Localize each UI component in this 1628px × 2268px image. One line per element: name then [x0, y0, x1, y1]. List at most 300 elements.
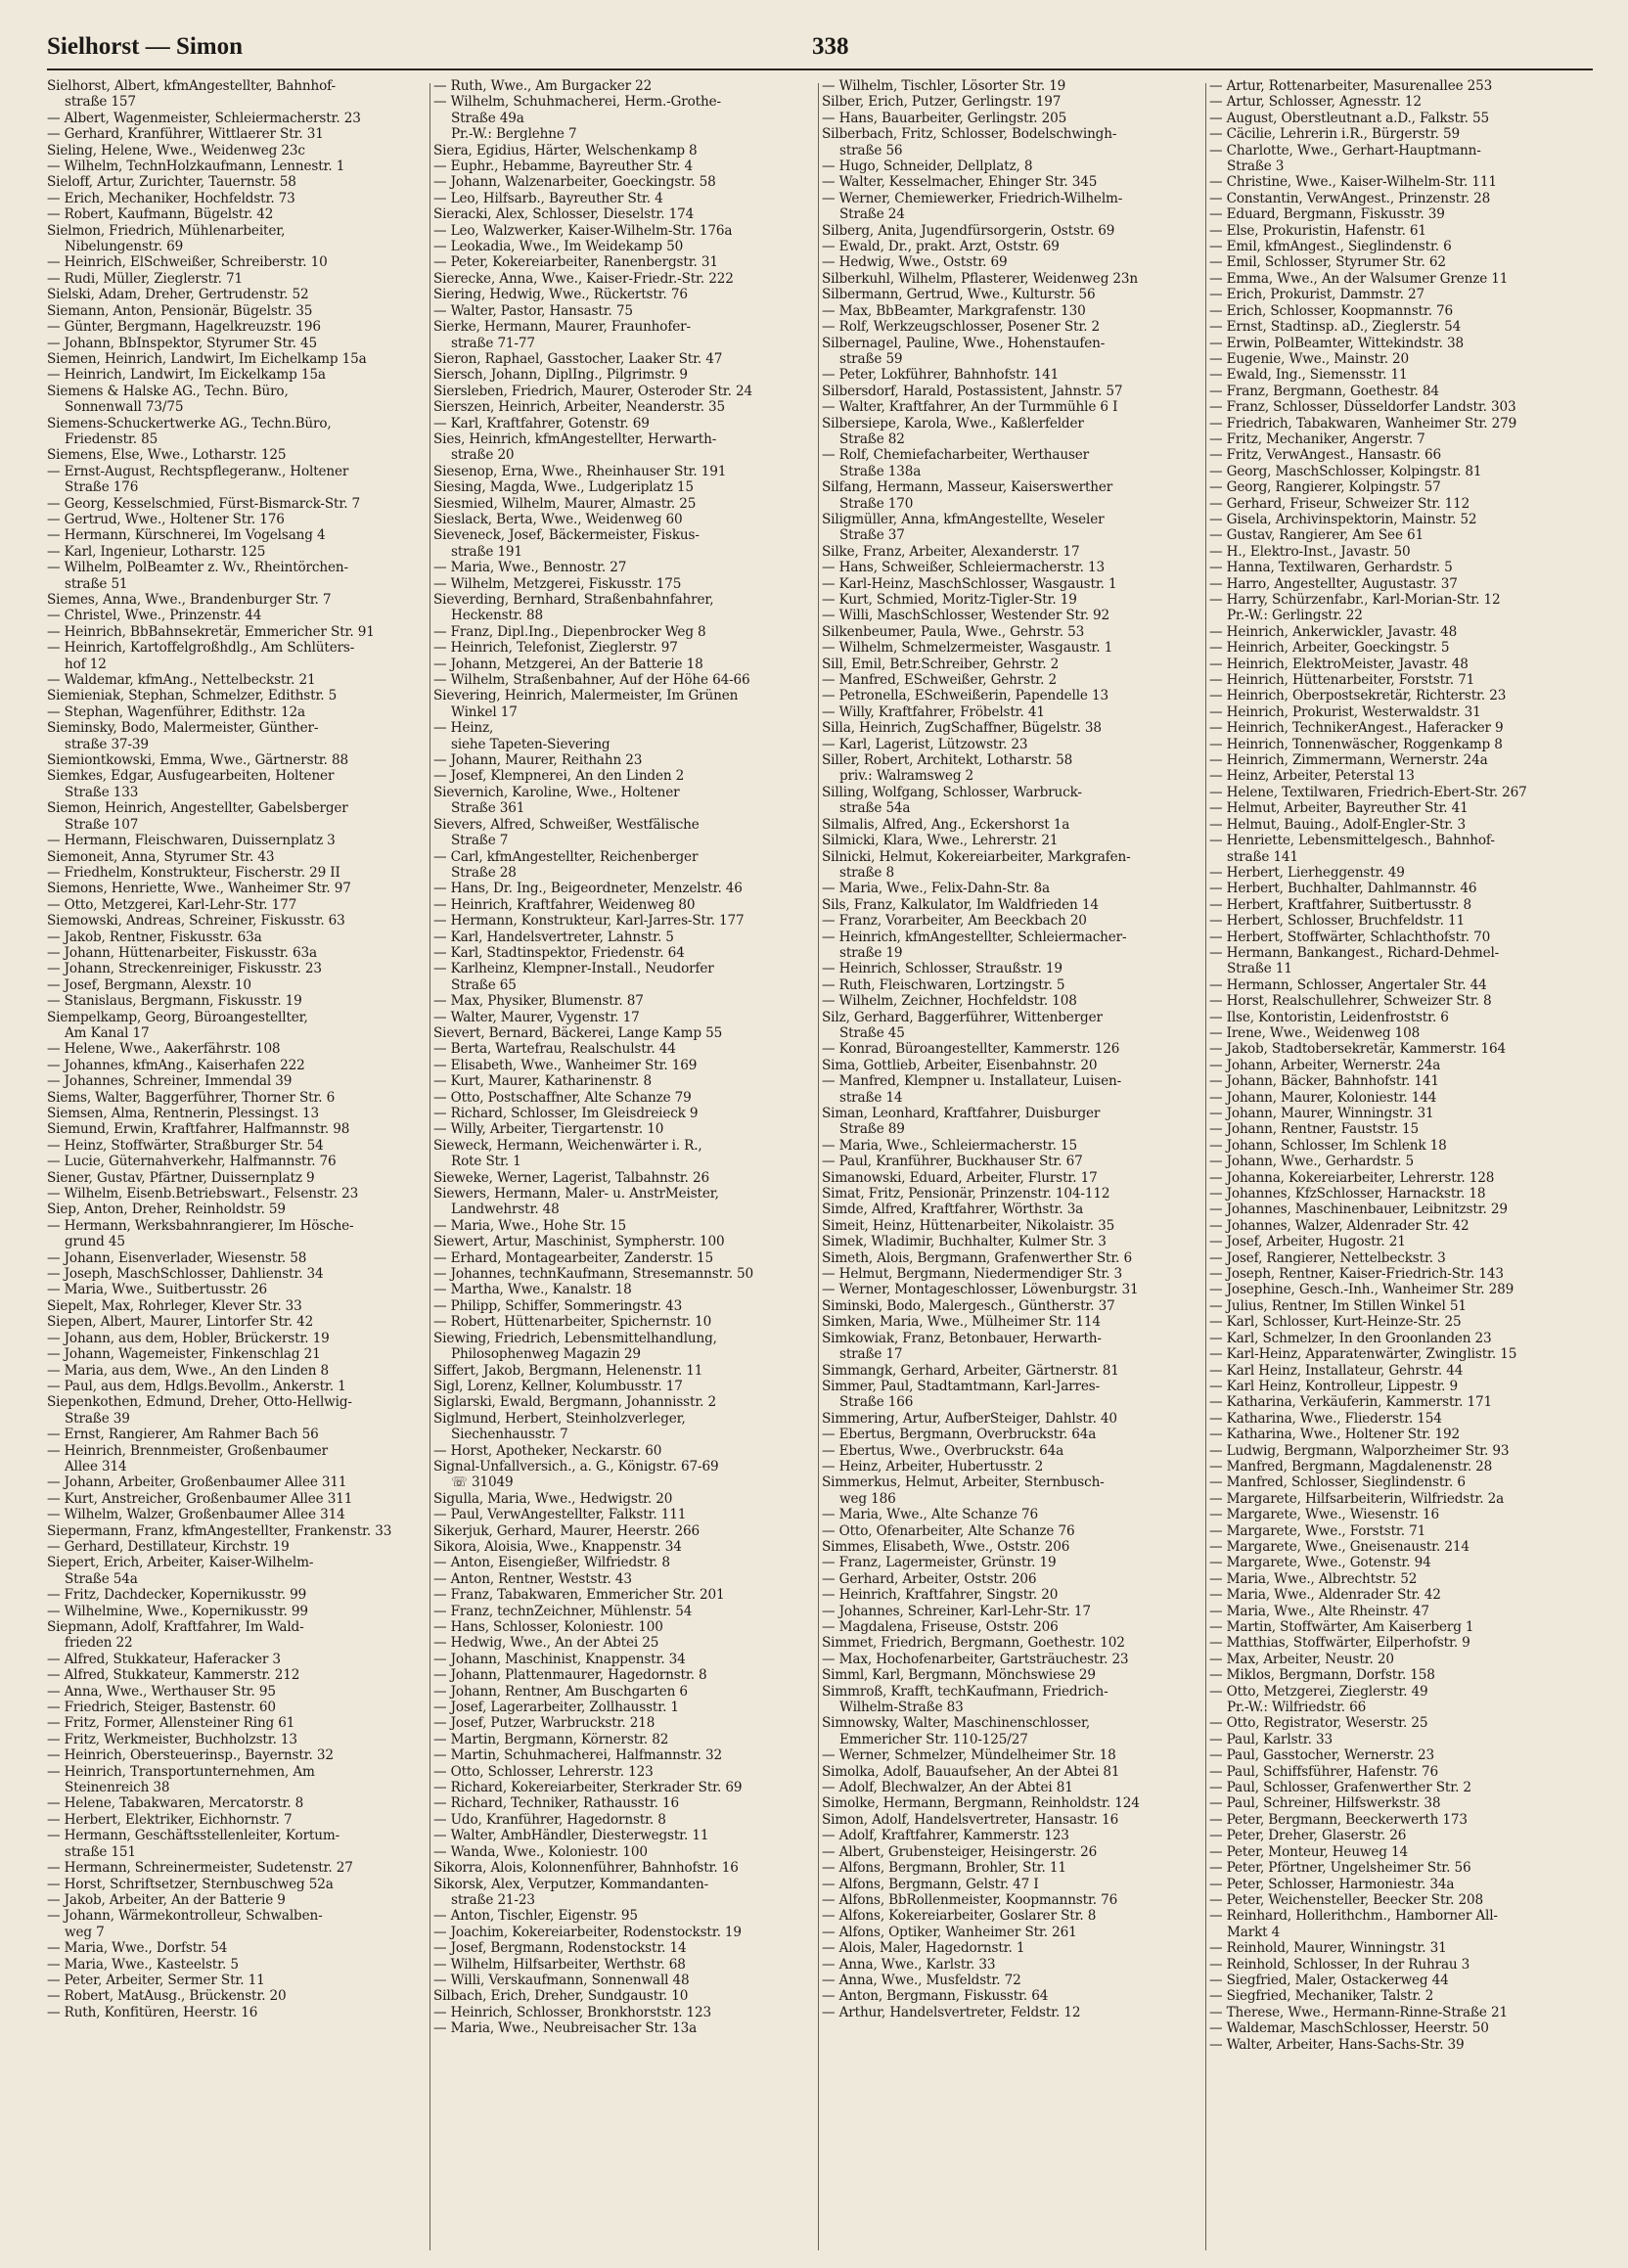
directory-entry: — Anna, Wwe., Werthauser Str. 95 — [47, 1683, 276, 1700]
directory-entry: — Johann, Schlosser, Im Schlenk 18 — [1209, 1137, 1447, 1154]
directory-entry: Sieslack, Berta, Wwe., Weidenweg 60 — [433, 511, 683, 527]
directory-entry: Simolke, Hermann, Bergmann, Reinholdstr. 124 — [822, 1795, 1140, 1812]
directory-entry: — Erwin, PolBeamter, Wittekindstr. 38 — [1209, 335, 1464, 351]
directory-entry: — Hermann, Schlosser, Angertaler Str. 44 — [1209, 976, 1487, 993]
entry-continuation: Straße 170 — [839, 495, 914, 512]
directory-entry: — Karl, Schlosser, Kurt-Heinze-Str. 25 — [1209, 1314, 1462, 1331]
entry-continuation: straße 59 — [839, 350, 903, 367]
directory-entry: — Albert, Wagenmeister, Schleiermacherstr. 23 — [47, 110, 361, 126]
directory-entry: Simmangk, Gerhard, Arbeiter, Gärtnerstr. 81 — [822, 1362, 1119, 1379]
directory-entry: — Wilhelm, Eisenb.Betriebswart., Felsenstr. 23 — [47, 1186, 359, 1202]
directory-entry: — Wilhelm, Tischler, Lösorter Str. 19 — [822, 78, 1066, 94]
page-title: Sielhorst — Simon — [47, 33, 244, 60]
directory-entry: — Ewald, Dr., prakt. Arzt, Oststr. 69 — [822, 239, 1060, 255]
directory-entry: Simeth, Alois, Bergmann, Grafenwerther Str. 6 — [822, 1249, 1133, 1266]
directory-entry: — Max, Arbeiter, Neustr. 20 — [1209, 1651, 1394, 1667]
directory-entry: — Hugo, Schneider, Dellplatz, 8 — [822, 159, 1033, 175]
directory-entry: — Charlotte, Wwe., Gerhart-Hauptmann- — [1209, 142, 1481, 159]
directory-entry: Sima, Gottlieb, Arbeiter, Eisenbahnstr. 20 — [822, 1057, 1098, 1073]
directory-entry: — Jakob, Arbeiter, An der Batterie 9 — [47, 1891, 286, 1908]
directory-entry: Sievering, Heinrich, Malermeister, Im Grünen — [433, 688, 739, 704]
directory-entry: — Josef, Bergmann, Rodenstockstr. 14 — [433, 1940, 687, 1957]
directory-entry: — Katharina, Verkäuferin, Kammerstr. 171 — [1209, 1394, 1492, 1411]
directory-entry: Signal-Unfallversich., a. G., Königstr. 67-69 — [433, 1458, 719, 1474]
directory-entry: — Peter, Weichensteller, Beecker Str. 208 — [1209, 1891, 1483, 1908]
entry-continuation: straße 157 — [65, 94, 136, 111]
directory-entry: — Martha, Wwe., Kanalstr. 18 — [433, 1282, 632, 1298]
directory-entry: Sikorsk, Alex, Verputzer, Kommandanten- — [433, 1876, 709, 1892]
directory-entry: — Eduard, Bergmann, Fiskusstr. 39 — [1209, 206, 1445, 223]
directory-entry: — Irene, Wwe., Weidenweg 108 — [1209, 1024, 1421, 1041]
entry-continuation: Philosophenweg Magazin 29 — [451, 1346, 641, 1363]
directory-entry: — Franz, Vorarbeiter, Am Beeckbach 20 — [822, 913, 1087, 930]
directory-entry: — Gerhard, Arbeiter, Oststr. 206 — [822, 1570, 1037, 1587]
entry-continuation: Straße 11 — [1227, 961, 1292, 977]
directory-entry: — Margarete, Hilfsarbeiterin, Wilfriedstr. 2a — [1209, 1490, 1505, 1507]
directory-entry: Sierszen, Heinrich, Arbeiter, Neanderstr. 35 — [433, 399, 726, 416]
directory-entry: — Gerhard, Destillateur, Kirchstr. 19 — [47, 1538, 290, 1555]
directory-entry: — Hermann, Konstrukteur, Karl-Jarres-Str. 177 — [433, 913, 745, 930]
directory-entry: — Wanda, Wwe., Koloniestr. 100 — [433, 1843, 648, 1860]
directory-entry: — Kurt, Anstreicher, Großenbaumer Allee 311 — [47, 1490, 353, 1507]
directory-entry: — Karl, Ingenieur, Lotharstr. 125 — [47, 543, 266, 560]
directory-entry: — Alois, Maler, Hagedornstr. 1 — [822, 1940, 1025, 1957]
entry-continuation: Winkel 17 — [451, 703, 518, 720]
entry-continuation: ☏ 31049 — [451, 1474, 514, 1491]
directory-entry: — Hermann, Geschäftsstellenleiter, Kortum- — [47, 1828, 340, 1844]
entry-continuation: straße 191 — [451, 543, 522, 560]
directory-entry: — Peter, Dreher, Glaserstr. 26 — [1209, 1828, 1407, 1844]
directory-entry: — Wilhelm, Zeichner, Hochfeldstr. 108 — [822, 993, 1077, 1010]
directory-entry: Silnicki, Helmut, Kokereiarbeiter, Markgrafen- — [822, 848, 1131, 865]
entry-continuation: Landwehrstr. 48 — [451, 1202, 560, 1218]
directory-entry: — Helene, Textilwaren, Friedrich-Ebert-Str. 267 — [1209, 784, 1527, 800]
entry-continuation: Pr.-W.: Gerlingstr. 22 — [1227, 608, 1363, 624]
directory-entry: — Friedrich, Tabakwaren, Wanheimer Str. 279 — [1209, 415, 1517, 431]
directory-entry: Sigulla, Maria, Wwe., Hedwigstr. 20 — [433, 1490, 673, 1507]
directory-entry: — Otto, Ofenarbeiter, Alte Schanze 76 — [822, 1522, 1075, 1539]
directory-entry: — Heinz, — [433, 720, 494, 737]
directory-entry: — Peter, Pförtner, Ungelsheimer Str. 56 — [1209, 1860, 1471, 1877]
directory-entry: — Heinrich, TechnikerAngest., Haferacker 9 — [1209, 720, 1504, 737]
directory-entry: Silber, Erich, Putzer, Gerlingstr. 197 — [822, 94, 1062, 111]
directory-entry: — Willi, Verskaufmann, Sonnenwall 48 — [433, 1972, 690, 1988]
entry-continuation: Straße 28 — [451, 864, 517, 881]
directory-entry: — Johann, BbInspektor, Styrumer Str. 45 — [47, 335, 317, 351]
directory-entry: — Hans, Schweißer, Schleiermacherstr. 13 — [822, 560, 1105, 576]
directory-entry: — Heinrich, ElektroMeister, Javastr. 48 — [1209, 656, 1469, 672]
directory-entry: — Kurt, Maurer, Katharinenstr. 8 — [433, 1073, 653, 1090]
directory-entry: — Gustav, Rangierer, Am See 61 — [1209, 527, 1424, 544]
directory-entry: — Hermann, Schreinermeister, Sudetenstr. 27 — [47, 1860, 353, 1877]
directory-entry: — Maria, Wwe., Suitbertusstr. 26 — [47, 1282, 268, 1298]
directory-entry: Simmer, Paul, Stadtamtmann, Karl-Jarres- — [822, 1378, 1101, 1394]
directory-entry: Silling, Wolfgang, Schlosser, Warbruck- — [822, 784, 1082, 800]
directory-entry: — Paul, aus dem, Hdlgs.Bevollm., Ankerstr. 1 — [47, 1378, 346, 1394]
directory-entry: — Ilse, Kontoristin, Leidenfroststr. 6 — [1209, 1009, 1449, 1025]
directory-entry: — Joseph, Rentner, Kaiser-Friedrich-Str. 143 — [1209, 1266, 1504, 1283]
directory-entry: — Heinrich, Obersteuerinsp., Bayernstr. 32 — [47, 1747, 334, 1764]
directory-entry: — Heinrich, ElSchweißer, Schreiberstr. 10 — [47, 254, 328, 271]
entry-continuation: Straße 361 — [451, 800, 525, 817]
column-4 — [1209, 78, 1586, 2255]
entry-continuation: Allee 314 — [65, 1458, 127, 1474]
directory-entry: — Johann, Arbeiter, Großenbaumer Allee 311 — [47, 1474, 347, 1491]
directory-entry: Sieloff, Artur, Zurichter, Tauernstr. 58 — [47, 174, 296, 191]
directory-entry: Siemowski, Andreas, Schreiner, Fiskusstr. 63 — [47, 913, 345, 930]
directory-entry: — Alfons, BbRollenmeister, Koopmannstr. 76 — [822, 1891, 1118, 1908]
directory-entry: Simat, Fritz, Pensionär, Prinzenstr. 104-112 — [822, 1186, 1110, 1202]
directory-entry: — Walter, Kesselmacher, Ehinger Str. 345 — [822, 174, 1098, 191]
directory-entry: — Herbert, Stoffwärter, Schlachthofstr. 70 — [1209, 929, 1491, 945]
directory-entry: — Ebertus, Bergmann, Overbruckstr. 64a — [822, 1427, 1097, 1443]
directory-entry: — Karl, Handelsvertreter, Lahnstr. 5 — [433, 929, 674, 945]
directory-entry: Simolka, Adolf, Bauaufseher, An der Abtei 81 — [822, 1763, 1120, 1780]
directory-entry: — Helene, Tabakwaren, Mercatorstr. 8 — [47, 1795, 304, 1812]
entry-continuation: Straße 7 — [451, 833, 509, 849]
directory-entry: Siemann, Anton, Pensionär, Bügelstr. 35 — [47, 302, 313, 319]
directory-entry: — Fritz, Werkmeister, Buchholzstr. 13 — [47, 1731, 297, 1747]
directory-entry: — Heinrich, Hüttenarbeiter, Forststr. 71 — [1209, 672, 1475, 689]
directory-entry: Siemes, Anna, Wwe., Brandenburger Str. 7 — [47, 592, 332, 608]
directory-entry: — Paul, Schreiner, Hilfswerkstr. 38 — [1209, 1795, 1441, 1812]
directory-entry: — Maria, Wwe., Alte Schanze 76 — [822, 1507, 1039, 1523]
directory-entry: Silfang, Hermann, Masseur, Kaiserswerther — [822, 479, 1113, 496]
directory-entry: — Heinz, Arbeiter, Peterstal 13 — [1209, 768, 1415, 785]
directory-entry: — Miklos, Bergmann, Dorfstr. 158 — [1209, 1667, 1435, 1684]
directory-entry: — Josef, Lagerarbeiter, Zollhausstr. 1 — [433, 1700, 679, 1716]
directory-entry: — Fritz, Mechaniker, Angerstr. 7 — [1209, 431, 1425, 447]
directory-entry: — Peter, Arbeiter, Sermer Str. 11 — [47, 1972, 265, 1988]
directory-entry: — Johann, aus dem, Hobler, Brückerstr. 19 — [47, 1330, 330, 1346]
directory-entry: — Heinrich, Tonnenwäscher, Roggenkamp 8 — [1209, 736, 1503, 752]
directory-entry: — Herbert, Lierheggenstr. 49 — [1209, 864, 1405, 881]
directory-entry: Siewing, Friedrich, Lebensmittelhandlung, — [433, 1330, 717, 1346]
directory-entry: — Stephan, Wagenführer, Edithstr. 12a — [47, 703, 305, 720]
directory-entry: Simnowsky, Walter, Maschinenschlosser, — [822, 1715, 1091, 1732]
directory-entry: — Horst, Realschullehrer, Schweizer Str. 8 — [1209, 993, 1492, 1010]
directory-entry: — Emil, kfmAngest., Sieglindenstr. 6 — [1209, 239, 1452, 255]
entry-continuation: straße 37-39 — [65, 736, 149, 752]
directory-entry: — Georg, MaschSchlosser, Kolpingstr. 81 — [1209, 463, 1482, 479]
entry-continuation: straße 21-23 — [451, 1891, 535, 1908]
directory-entry: — Christine, Wwe., Kaiser-Wilhelm-Str. 111 — [1209, 174, 1497, 191]
directory-entry: — Johann, Rentner, Fauststr. 15 — [1209, 1121, 1420, 1138]
directory-entry: Siepen, Albert, Maurer, Lintorfer Str. 42 — [47, 1314, 314, 1331]
directory-entry: Siemsen, Alma, Rentnerin, Plessingst. 13 — [47, 1106, 320, 1121]
directory-entry: — Euphr., Hebamme, Bayreuther Str. 4 — [433, 159, 694, 175]
directory-entry: — Peter, Monteur, Heuweg 14 — [1209, 1843, 1409, 1860]
entry-continuation: straße 56 — [839, 142, 903, 159]
directory-entry: — Manfred, Bergmann, Magdalenenstr. 28 — [1209, 1458, 1493, 1474]
directory-entry: — Jakob, Rentner, Fiskusstr. 63a — [47, 929, 262, 945]
directory-entry: — Margarete, Wwe., Gneisenaustr. 214 — [1209, 1538, 1470, 1555]
directory-entry: — Günter, Bergmann, Hagelkreuzstr. 196 — [47, 319, 321, 336]
entry-continuation: Straße 133 — [65, 784, 139, 800]
directory-entry: Silmalis, Alfred, Ang., Eckershorst 1a — [822, 816, 1070, 833]
column-2 — [433, 78, 810, 2255]
directory-entry: — Helene, Wwe., Aakerfährstr. 108 — [47, 1041, 281, 1058]
directory-entry: Siemieniak, Stephan, Schmelzer, Edithstr. 5 — [47, 688, 338, 704]
directory-entry: — Magdalena, Friseuse, Oststr. 206 — [822, 1619, 1059, 1635]
entry-continuation: Straße 37 — [839, 527, 905, 544]
directory-columns — [47, 78, 1593, 2250]
directory-entry: — Walter, AmbHändler, Diesterwegstr. 11 — [433, 1828, 709, 1844]
directory-entry: Sieveneck, Josef, Bäckermeister, Fiskus- — [433, 527, 700, 544]
directory-entry: — Max, BbBeamter, Markgrafenstr. 130 — [822, 302, 1086, 319]
directory-entry: — Maria, Wwe., Felix-Dahn-Str. 8a — [822, 881, 1050, 897]
directory-entry: — Heinrich, Kartoffelgroßhdlg., Am Schlüters- — [47, 640, 355, 657]
entry-continuation: Siechenhausstr. 7 — [451, 1427, 568, 1443]
entry-continuation: straße 151 — [65, 1843, 136, 1860]
directory-entry: Simek, Wladimir, Buchhalter, Kulmer Str. 3 — [822, 1234, 1107, 1250]
directory-entry: — Heinrich, Kraftfahrer, Weidenweg 80 — [433, 896, 696, 913]
directory-entry: — Maria, Wwe., Alte Rheinstr. 47 — [1209, 1603, 1429, 1619]
directory-entry: Silmicki, Klara, Wwe., Lehrerstr. 21 — [822, 833, 1059, 849]
directory-entry: — Karl Heinz, Installateur, Gehrstr. 44 — [1209, 1362, 1464, 1379]
directory-entry: — Johannes, Walzer, Aldenrader Str. 42 — [1209, 1217, 1470, 1234]
directory-entry: — Maria, Wwe., Bennostr. 27 — [433, 560, 627, 576]
directory-entry: — Heinrich, BbBahnsekretär, Emmericher Str. 91 — [47, 623, 375, 640]
entry-continuation: priv.: Walramsweg 2 — [839, 768, 974, 785]
directory-entry: — Eugenie, Wwe., Mainstr. 20 — [1209, 350, 1410, 367]
entry-continuation: Straße 176 — [65, 479, 139, 496]
directory-entry: — Kurt, Schmied, Moritz-Tigler-Str. 19 — [822, 592, 1077, 608]
directory-entry: — Waldemar, kfmAng., Nettelbeckstr. 21 — [47, 672, 316, 689]
directory-entry: Silz, Gerhard, Baggerführer, Wittenberger — [822, 1009, 1103, 1025]
directory-entry: Sielmon, Friedrich, Mühlenarbeiter, — [47, 222, 286, 239]
directory-entry: — Konrad, Büroangestellter, Kammerstr. 126 — [822, 1041, 1120, 1058]
directory-entry: — Anton, Rentner, Weststr. 43 — [433, 1570, 632, 1587]
directory-entry: — Wilhelm, TechnHolzkaufmann, Lennestr. 1 — [47, 159, 345, 175]
directory-entry: Simon, Adolf, Handelsvertreter, Hansastr. 16 — [822, 1811, 1119, 1828]
directory-entry: — Friedrich, Steiger, Bastenstr. 60 — [47, 1700, 276, 1716]
entry-continuation: Straße 24 — [839, 206, 905, 223]
entry-continuation: Straße 166 — [839, 1394, 914, 1411]
directory-entry: — Paul, Gasstocher, Wernerstr. 23 — [1209, 1747, 1435, 1764]
directory-entry: — Artur, Rottenarbeiter, Masurenallee 253 — [1209, 78, 1493, 94]
directory-entry: — Cäcilie, Lehrerin i.R., Bürgerstr. 59 — [1209, 126, 1460, 143]
directory-entry: — Anna, Wwe., Musfeldstr. 72 — [822, 1972, 1021, 1988]
directory-entry: — Wilhelm, PolBeamter z. Wv., Rheintörchen- — [47, 560, 348, 576]
page-header — [47, 29, 1593, 70]
directory-entry: Simmes, Elisabeth, Wwe., Oststr. 206 — [822, 1538, 1070, 1555]
directory-entry: Simkowiak, Franz, Betonbauer, Herwarth- — [822, 1330, 1102, 1346]
directory-entry: — Josef, Arbeiter, Hugostr. 21 — [1209, 1234, 1406, 1250]
directory-entry: — Henriette, Lebensmittelgesch., Bahnhof- — [1209, 833, 1495, 849]
directory-entry: — Berta, Wartefrau, Realschulstr. 44 — [433, 1041, 676, 1058]
directory-entry: Sigl, Lorenz, Kellner, Kolumbusstr. 17 — [433, 1378, 683, 1394]
entry-continuation: siehe Tapeten-Sievering — [451, 736, 610, 752]
directory-entry: — Harry, Schürzenfabr., Karl-Morian-Str. 12 — [1209, 592, 1501, 608]
directory-entry: Simmroß, Krafft, techKaufmann, Friedrich- — [822, 1683, 1108, 1700]
directory-entry: — Karl, Stadtinspektor, Friedenstr. 64 — [433, 944, 685, 961]
directory-entry: Sierke, Hermann, Maurer, Fraunhofer- — [433, 319, 691, 336]
directory-entry: — Elisabeth, Wwe., Wanheimer Str. 169 — [433, 1057, 698, 1073]
directory-entry: — Adolf, Kraftfahrer, Kammerstr. 123 — [822, 1828, 1069, 1844]
directory-entry: Sieverding, Bernhard, Straßenbahnfahrer, — [433, 592, 714, 608]
directory-entry: — Philipp, Schiffer, Sommeringstr. 43 — [433, 1297, 683, 1314]
directory-entry: — Walter, Kraftfahrer, An der Turmmühle 6 I — [822, 399, 1118, 416]
directory-entry: — Maria, Wwe., Aldenrader Str. 42 — [1209, 1587, 1441, 1604]
directory-entry: Sill, Emil, Betr.Schreiber, Gehrstr. 2 — [822, 656, 1060, 672]
directory-entry: — Johann, Walzenarbeiter, Goeckingstr. 58 — [433, 174, 716, 191]
directory-entry: — Walter, Arbeiter, Hans-Sachs-Str. 39 — [1209, 2036, 1465, 2053]
directory-entry: — Leo, Walzwerker, Kaiser-Wilhelm-Str. 176a — [433, 222, 733, 239]
directory-entry: — Johann, Metzgerei, An der Batterie 18 — [433, 656, 703, 672]
directory-entry: — Herbert, Buchhalter, Dahlmannstr. 46 — [1209, 881, 1477, 897]
directory-entry: — Johann, Streckenreiniger, Fiskusstr. 23 — [47, 961, 322, 977]
directory-entry: Sikora, Aloisia, Wwe., Knappenstr. 34 — [433, 1538, 682, 1555]
directory-entry: — Karl-Heinz, MaschSchlosser, Wasgaustr. 1 — [822, 575, 1117, 592]
directory-entry: — Johanna, Kokereiarbeiter, Lehrerstr. 128 — [1209, 1169, 1495, 1186]
directory-entry: — Anton, Tischler, Eigenstr. 95 — [433, 1908, 638, 1925]
directory-entry: Sierecke, Anna, Wwe., Kaiser-Friedr.-Str. 222 — [433, 270, 734, 287]
directory-entry: — Otto, Registrator, Weserstr. 25 — [1209, 1715, 1428, 1732]
directory-entry: Sieron, Raphael, Gasstocher, Laaker Str. 47 — [433, 350, 723, 367]
directory-entry: — Walter, Pastor, Hansastr. 75 — [433, 302, 633, 319]
directory-entry: — Josef, Bergmann, Alexstr. 10 — [47, 976, 251, 993]
directory-entry: — Anton, Bergmann, Fiskusstr. 64 — [822, 1988, 1049, 2005]
directory-entry: — Waldemar, MaschSchlosser, Heerstr. 50 — [1209, 2020, 1489, 2037]
directory-entry: — Stanislaus, Bergmann, Fiskusstr. 19 — [47, 993, 302, 1010]
directory-entry: — Erhard, Montagearbeiter, Zanderstr. 15 — [433, 1249, 713, 1266]
directory-entry: — Johann, Eisenverlader, Wiesenstr. 58 — [47, 1249, 307, 1266]
directory-entry: Siepenkothen, Edmund, Dreher, Otto-Hellwig- — [47, 1394, 352, 1411]
directory-entry: — Heinrich, Brennmeister, Großenbaumer — [47, 1442, 328, 1459]
directory-entry: Simmering, Artur, AufberSteiger, Dahlstr. 40 — [822, 1410, 1117, 1427]
directory-entry: — Heinrich, kfmAngestellter, Schleiermacher- — [822, 929, 1127, 945]
directory-entry: Siepert, Erich, Arbeiter, Kaiser-Wilhelm- — [47, 1555, 314, 1571]
directory-entry: Sielhorst, Albert, kfmAngestellter, Bahnhof- — [47, 78, 336, 94]
directory-entry: — Reinhold, Schlosser, In der Ruhrau 3 — [1209, 1956, 1470, 1973]
directory-entry: — Hermann, Fleischwaren, Duissernplatz 3 — [47, 833, 336, 849]
directory-entry: — Fritz, Former, Allensteiner Ring 61 — [47, 1715, 295, 1732]
entry-continuation: Straße 39 — [65, 1410, 130, 1427]
directory-entry: — Petronella, ESchweißerin, Papendelle 13 — [822, 688, 1108, 704]
directory-entry: — Johann, Wärmekontrolleur, Schwalben- — [47, 1908, 323, 1925]
directory-entry: — Ebertus, Wwe., Overbruckstr. 64a — [822, 1442, 1064, 1459]
directory-entry: — Johann, Wagemeister, Finkenschlag 21 — [47, 1346, 321, 1363]
directory-entry: — Richard, Techniker, Rathausstr. 16 — [433, 1795, 679, 1812]
directory-entry: — Johannes, Schreiner, Karl-Lehr-Str. 17 — [822, 1603, 1091, 1619]
directory-entry: — Anna, Wwe., Karlstr. 33 — [822, 1956, 996, 1973]
directory-entry: Siller, Robert, Architekt, Lotharstr. 58 — [822, 752, 1073, 769]
directory-entry: — Franz, Bergmann, Goethestr. 84 — [1209, 383, 1439, 399]
directory-entry: — Joachim, Kokereiarbeiter, Rodenstockstr. 19 — [433, 1924, 742, 1940]
directory-entry: Siener, Gustav, Pfärtner, Duissernplatz 9 — [47, 1169, 315, 1186]
directory-entry: — Otto, Schlosser, Lehrerstr. 123 — [433, 1763, 654, 1780]
entry-continuation: Steinenreich 38 — [65, 1780, 170, 1796]
directory-entry: — Hedwig, Wwe., An der Abtei 25 — [433, 1635, 659, 1652]
directory-entry: — Karl, Schmelzer, In den Groonlanden 23 — [1209, 1330, 1492, 1346]
directory-entry: — Karl, Lagerist, Lützowstr. 23 — [822, 736, 1028, 752]
directory-entry: Sieling, Helene, Wwe., Weidenweg 23c — [47, 142, 305, 159]
directory-entry: — Margarete, Wwe., Gotenstr. 94 — [1209, 1555, 1431, 1571]
directory-entry: — Johannes, KfzSchlosser, Harnackstr. 18 — [1209, 1186, 1486, 1202]
directory-entry: — Ernst, Rangierer, Am Rahmer Bach 56 — [47, 1427, 319, 1443]
entry-continuation: Wilhelm-Straße 83 — [839, 1700, 964, 1716]
directory-entry: — Herbert, Schlosser, Bruchfeldstr. 11 — [1209, 913, 1465, 930]
directory-entry: Siera, Egidius, Härter, Welschenkamp 8 — [433, 142, 698, 159]
directory-entry: — Manfred, Schlosser, Sieglindenstr. 6 — [1209, 1474, 1466, 1491]
directory-entry: — Robert, Kaufmann, Bügelstr. 42 — [47, 206, 274, 223]
directory-entry: Siep, Anton, Dreher, Reinholdstr. 59 — [47, 1202, 286, 1218]
directory-entry: — Alfons, Kokereiarbeiter, Goslarer Str. 8 — [822, 1908, 1097, 1925]
directory-entry: Siepelt, Max, Rohrleger, Klever Str. 33 — [47, 1297, 302, 1314]
directory-entry: — Paul, Kranführer, Buckhauser Str. 67 — [822, 1154, 1083, 1170]
directory-entry: — Ernst, Stadtinsp. aD., Zieglerstr. 54 — [1209, 319, 1462, 336]
directory-entry: — Wilhelm, Straßenbahner, Auf der Höhe 64-66 — [433, 672, 750, 689]
directory-entry: — Alfred, Stukkateur, Haferacker 3 — [47, 1651, 281, 1667]
directory-entry: Siemen, Heinrich, Landwirt, Im Eichelkamp 15a — [47, 350, 367, 367]
entry-continuation: straße 54a — [839, 800, 911, 817]
directory-entry: Siering, Hedwig, Wwe., Rückertstr. 76 — [433, 287, 688, 303]
directory-entry: — Helmut, Bauing., Adolf-Engler-Str. 3 — [1209, 816, 1466, 833]
directory-entry: — Heinrich, Prokurist, Westerwaldstr. 31 — [1209, 703, 1481, 720]
directory-entry: — Gertrud, Wwe., Holtener Str. 176 — [47, 511, 285, 527]
directory-entry: Simmerkus, Helmut, Arbeiter, Sternbusch- — [822, 1474, 1105, 1491]
directory-entry: — Heinz, Stoffwärter, Straßburger Str. 54 — [47, 1137, 324, 1154]
directory-entry: — Peter, Kokereiarbeiter, Ranenbergstr. 31 — [433, 254, 718, 271]
directory-entry: — Heinrich, Arbeiter, Goeckingstr. 5 — [1209, 640, 1450, 657]
directory-entry: — Werner, Montageschlosser, Löwenburgstr. 31 — [822, 1282, 1139, 1298]
directory-entry: — Johannes, Schreiner, Immendal 39 — [47, 1073, 293, 1090]
directory-entry: — Franz, technZeichner, Mühlenstr. 54 — [433, 1603, 693, 1619]
directory-entry: — Alfons, Bergmann, Gelstr. 47 I — [822, 1876, 1039, 1892]
directory-entry: Sievers, Alfred, Schweißer, Westfälische — [433, 816, 700, 833]
directory-entry: — Ruth, Wwe., Am Burgacker 22 — [433, 78, 653, 94]
directory-entry: — Alfons, Bergmann, Brohler, Str. 11 — [822, 1860, 1066, 1877]
directory-entry: — Johann, Maurer, Reithahn 23 — [433, 752, 643, 769]
directory-entry: — Heinrich, Transportunternehmen, Am — [47, 1763, 315, 1780]
directory-entry: Silbersiepe, Karola, Wwe., Kaßlerfelder — [822, 415, 1084, 431]
directory-entry: — Hermann, Werksbahnrangierer, Im Hösche- — [47, 1217, 354, 1234]
entry-continuation: Pr.-W.: Berglehne 7 — [451, 126, 577, 143]
directory-entry: — Richard, Schlosser, Im Gleisdreieck 9 — [433, 1106, 699, 1121]
directory-entry: — Heinrich, Schlosser, Bronkhorststr. 123 — [433, 2004, 712, 2020]
directory-entry: — Hans, Bauarbeiter, Gerlingstr. 205 — [822, 110, 1067, 126]
directory-entry: Sikerjuk, Gerhard, Maurer, Heerstr. 266 — [433, 1522, 700, 1539]
directory-entry: Siglmund, Herbert, Steinholzverleger, — [433, 1410, 686, 1427]
directory-entry: — Rolf, Chemiefacharbeiter, Werthauser — [822, 447, 1090, 464]
directory-entry: Sievernich, Karoline, Wwe., Holtener — [433, 784, 680, 800]
directory-entry: Siesenop, Erna, Wwe., Rheinhauser Str. 191 — [433, 463, 727, 479]
directory-entry: — Willy, Arbeiter, Tiergartenstr. 10 — [433, 1121, 664, 1138]
directory-entry: — Julius, Rentner, Im Stillen Winkel 51 — [1209, 1297, 1467, 1314]
entry-continuation: straße 14 — [839, 1089, 903, 1106]
directory-entry: — Heinrich, Landwirt, Im Eickelkamp 15a — [47, 367, 326, 384]
directory-entry: — Johann, Bäcker, Bahnhofstr. 141 — [1209, 1073, 1439, 1090]
entry-continuation: straße 8 — [839, 864, 894, 881]
directory-entry: Siemkes, Edgar, Ausfugearbeiten, Holtener — [47, 768, 335, 785]
directory-entry: — Fritz, Dachdecker, Kopernikusstr. 99 — [47, 1587, 307, 1604]
directory-entry: — Matthias, Stoffwärter, Eilperhofstr. 9 — [1209, 1635, 1470, 1652]
directory-entry: — Hermann, Bankangest., Richard-Dehmel- — [1209, 944, 1500, 961]
directory-entry: — Ernst-August, Rechtspflegeranw., Holtener — [47, 463, 349, 479]
directory-entry: — Otto, Postschaffner, Alte Schanze 79 — [433, 1089, 692, 1106]
directory-entry: — Manfred, ESchweißer, Gehrstr. 2 — [822, 672, 1057, 689]
directory-entry: — Werner, Chemiewerker, Friedrich-Wilhelm- — [822, 190, 1123, 206]
directory-entry: — Martin, Stoffwärter, Am Kaiserberg 1 — [1209, 1619, 1474, 1635]
entry-continuation: Straße 138a — [839, 463, 922, 479]
entry-continuation: Straße 3 — [1227, 159, 1285, 175]
directory-entry: — Johann, Hüttenarbeiter, Fiskusstr. 63a — [47, 944, 317, 961]
directory-entry: — Maria, aus dem, Wwe., An den Linden 8 — [47, 1362, 330, 1379]
entry-continuation: Emmericher Str. 110-125/27 — [839, 1731, 1028, 1747]
directory-entry: — Peter, Schlosser, Harmoniestr. 34a — [1209, 1876, 1455, 1892]
entry-continuation: Rote Str. 1 — [451, 1154, 521, 1170]
